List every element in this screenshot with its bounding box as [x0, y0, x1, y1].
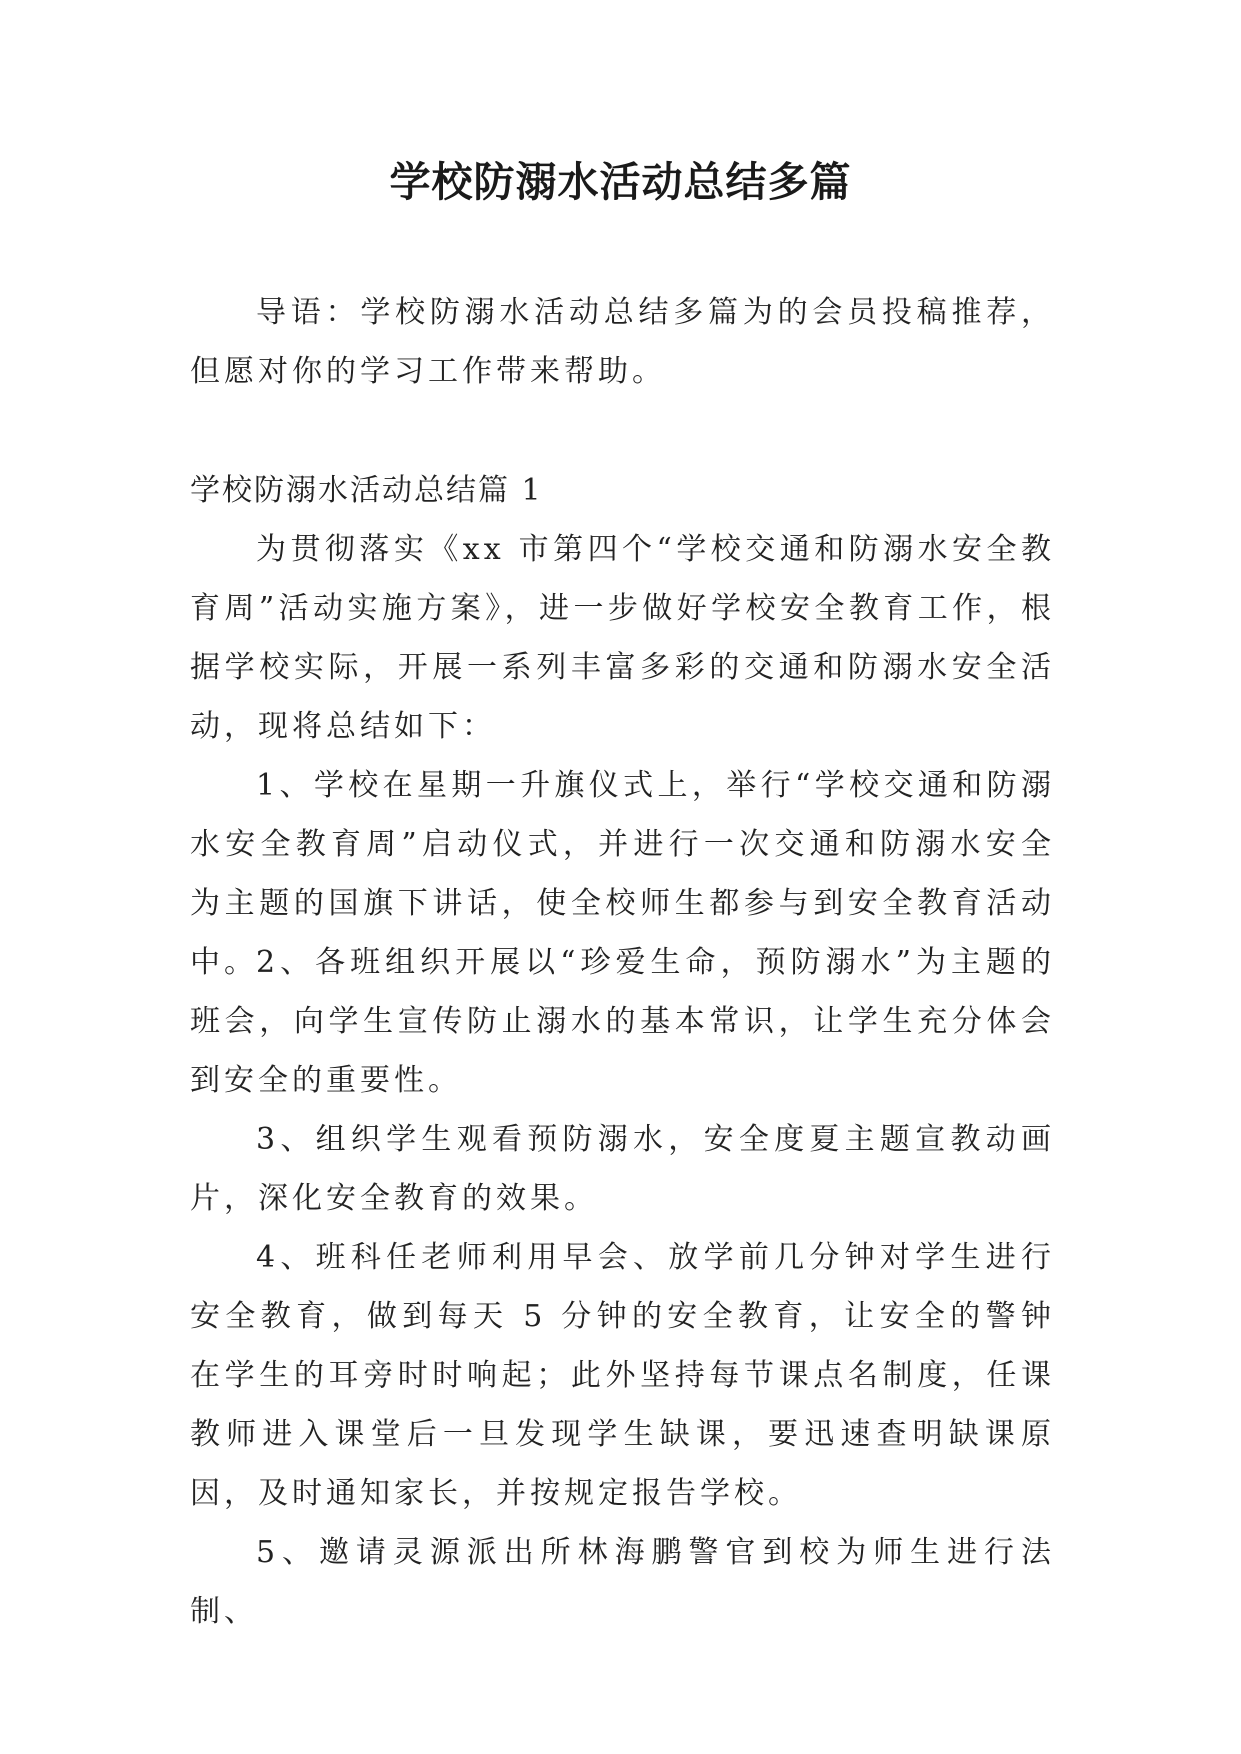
intro-paragraph: 导语：学校防溺水活动总结多篇为的会员投稿推荐，但愿对你的学习工作带来帮助。: [190, 295, 1055, 389]
list-item-2: 2、各班组织开展以“珍爱生命，预防溺水”为主题的班会，向学生宣传防止溺水的基本常识，让学生充分体会到安全的重要性。: [190, 945, 1055, 1098]
list-item-5: 5、邀请灵源派出所林海鹏警官到校为师生进行法制、: [190, 1535, 1055, 1629]
document-title: 学校防溺水活动总结多篇: [389, 158, 852, 206]
list-item-1: 1、学校在星期一升旗仪式上，举行“学校交通和防溺水安全教育周”启动仪式，并进行一次交通和防溺水安全为主题的国旗下讲话，使全校师生都参与到安全教育活动中。: [190, 768, 1055, 980]
list-item-3: 3、组织学生观看预防溺水，安全度夏主题宣教动画片，深化安全教育的效果。: [190, 1122, 1055, 1216]
list-item-4: 4、班科任老师利用早会、放学前几分钟对学生进行安全教育，做到每天 5 分钟的安全教育，让安全的警钟在学生的耳旁时时响起；此外坚持每节课点名制度，任课教师进入课堂后一旦发现学生缺课，要迅速查明缺课原因，及时通知家长，并按规定报告学校。: [190, 1240, 1055, 1511]
body-paragraph-1: 为贯彻落实《xx 市第四个“学校交通和防溺水安全教育周”活动实施方案》，进一步做好学校安全教育工作，根据学校实际，开展一系列丰富多彩的交通和防溺水安全活动，现将总结如下：: [190, 532, 1055, 744]
section-heading: 学校防溺水活动总结篇 1: [190, 473, 543, 508]
